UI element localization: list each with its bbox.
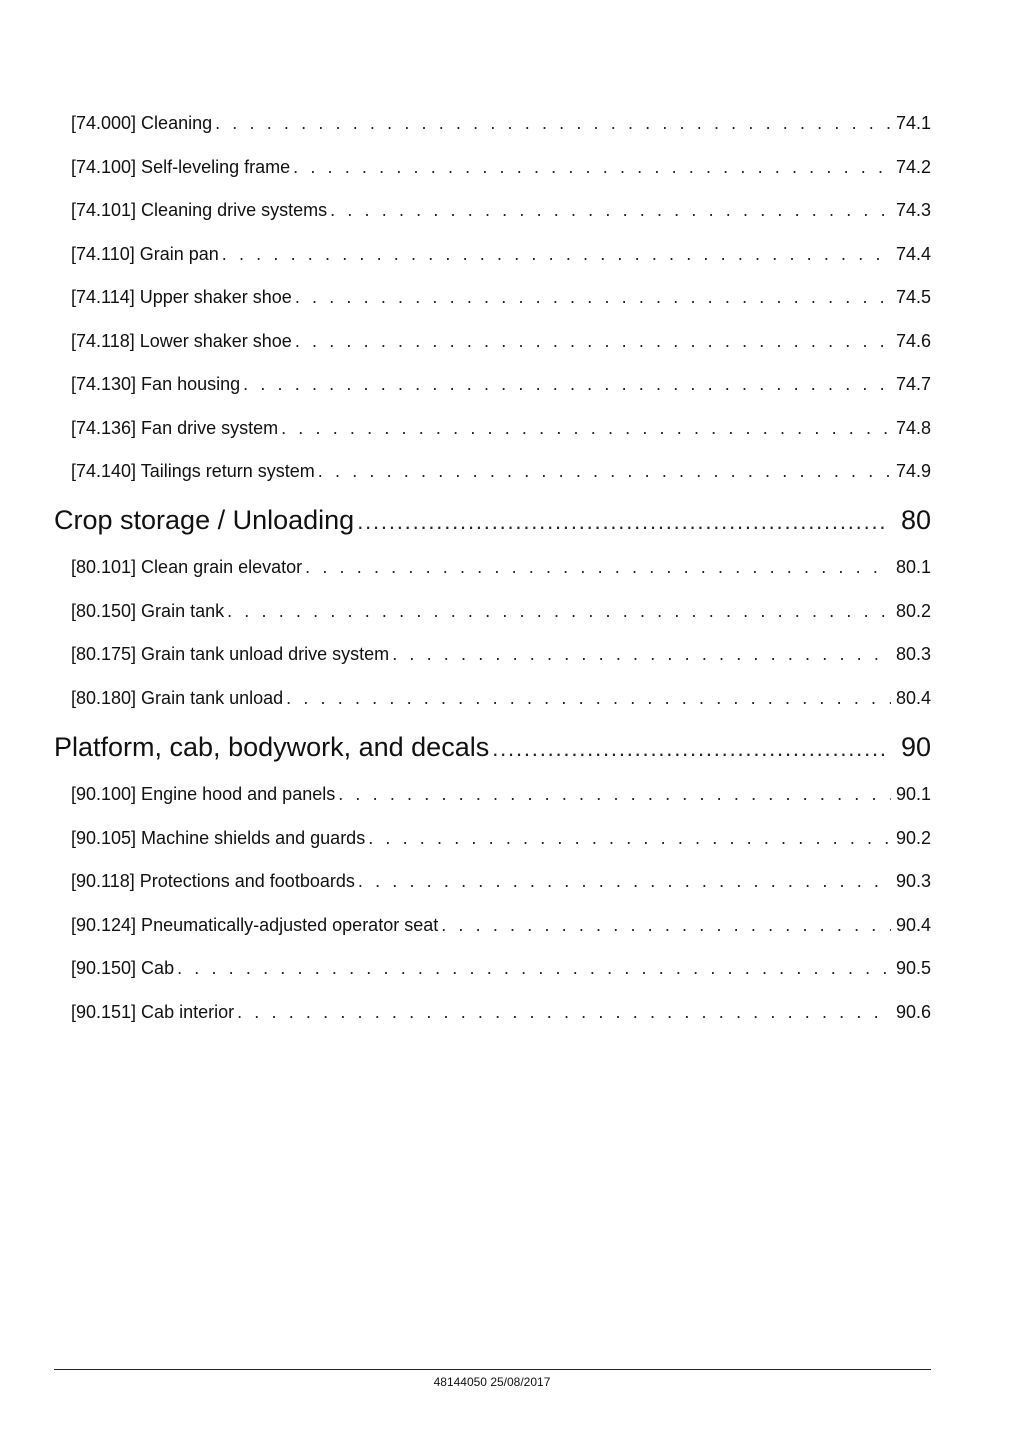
toc-entry-label: [74.110] Grain pan bbox=[71, 244, 219, 264]
toc-entry-page: 74.5 bbox=[895, 287, 931, 307]
toc-entry-page: 74.9 bbox=[895, 461, 931, 481]
toc-entry-74-000[interactable] bbox=[71, 113, 931, 137]
dot-leader bbox=[330, 200, 891, 221]
toc-entry-page: 90.4 bbox=[895, 915, 931, 935]
toc-entry-label: [90.105] Machine shields and guards bbox=[71, 828, 366, 848]
dot-leader bbox=[237, 1002, 891, 1023]
toc-entry-page: 90.5 bbox=[895, 958, 931, 978]
footer-document-code: 48144050 25/08/2017 bbox=[433, 1375, 551, 1389]
toc-section-label: Crop storage / Unloading bbox=[54, 505, 355, 535]
dot-leader bbox=[177, 958, 891, 979]
toc-entry-page: 90.6 bbox=[895, 1002, 931, 1022]
dot-leader bbox=[286, 688, 891, 709]
toc-entry-page: 74.3 bbox=[895, 200, 931, 220]
toc-entry-74-140[interactable] bbox=[71, 461, 931, 485]
toc-entry-80-150[interactable] bbox=[71, 601, 931, 625]
dot-leader bbox=[358, 871, 891, 892]
toc-entry-90-100[interactable] bbox=[71, 784, 931, 808]
toc-entry-label: [74.140] Tailings return system bbox=[71, 461, 315, 481]
toc-entry-74-110[interactable] bbox=[71, 244, 931, 268]
toc-section-80[interactable] bbox=[54, 505, 931, 539]
dot-leader bbox=[392, 644, 891, 665]
dot-leader bbox=[492, 736, 887, 762]
toc-entry-90-151[interactable] bbox=[71, 1002, 931, 1026]
toc-entry-label: [74.101] Cleaning drive systems bbox=[71, 200, 328, 220]
toc-entry-page: 80.4 bbox=[895, 688, 931, 708]
toc-section-page: 80 bbox=[900, 505, 931, 535]
toc-entry-page: 80.3 bbox=[895, 644, 931, 664]
dot-leader bbox=[318, 461, 891, 482]
toc-entry-page: 74.8 bbox=[895, 418, 931, 438]
toc-entry-label: [74.130] Fan housing bbox=[71, 374, 241, 394]
toc-entry-80-175[interactable] bbox=[71, 644, 931, 668]
dot-leader bbox=[215, 113, 891, 134]
toc-entry-74-118[interactable] bbox=[71, 331, 931, 355]
toc-entry-74-100[interactable] bbox=[71, 157, 931, 181]
toc-entry-label: [80.150] Grain tank bbox=[71, 601, 225, 621]
toc-entry-80-101[interactable] bbox=[71, 557, 931, 581]
toc-entry-page: 74.6 bbox=[895, 331, 931, 351]
toc-entry-label: [90.100] Engine hood and panels bbox=[71, 784, 336, 804]
toc-entry-74-101[interactable] bbox=[71, 200, 931, 224]
dot-leader bbox=[441, 915, 891, 936]
dot-leader bbox=[281, 418, 891, 439]
dot-leader bbox=[295, 287, 891, 308]
dot-leader bbox=[338, 784, 891, 805]
toc-entry-label: [90.151] Cab interior bbox=[71, 1002, 235, 1022]
dot-leader bbox=[222, 244, 891, 265]
toc-entry-label: [80.101] Clean grain elevator bbox=[71, 557, 303, 577]
toc-section-90[interactable] bbox=[54, 732, 931, 766]
toc-entry-label: [80.175] Grain tank unload drive system bbox=[71, 644, 390, 664]
toc-entry-90-150[interactable] bbox=[71, 958, 931, 982]
toc-entry-page: 90.3 bbox=[895, 871, 931, 891]
toc-entry-page: 90.1 bbox=[895, 784, 931, 804]
dot-leader bbox=[295, 331, 891, 352]
toc-entry-label: [90.124] Pneumatically-adjusted operator seat bbox=[71, 915, 439, 935]
footer-divider bbox=[54, 1369, 931, 1370]
toc-entry-90-118[interactable] bbox=[71, 871, 931, 895]
toc-entry-74-114[interactable] bbox=[71, 287, 931, 311]
toc-entry-label: [74.114] Upper shaker shoe bbox=[71, 287, 292, 307]
toc-entry-label: [80.180] Grain tank unload bbox=[71, 688, 284, 708]
toc-entry-74-136[interactable] bbox=[71, 418, 931, 442]
toc-entry-label: [90.118] Protections and footboards bbox=[71, 871, 355, 891]
toc-entry-page: 74.1 bbox=[895, 113, 931, 133]
toc-entry-90-124[interactable] bbox=[71, 915, 931, 939]
dot-leader bbox=[357, 509, 887, 535]
toc-entry-page: 74.7 bbox=[895, 374, 931, 394]
toc-entry-label: [74.118] Lower shaker shoe bbox=[71, 331, 292, 351]
toc-entry-page: 74.4 bbox=[895, 244, 931, 264]
toc-section-label: Platform, cab, bodywork, and decals bbox=[54, 732, 490, 762]
toc-entry-90-105[interactable] bbox=[71, 828, 931, 852]
toc-entry-80-180[interactable] bbox=[71, 688, 931, 712]
dot-leader bbox=[368, 828, 891, 849]
dot-leader bbox=[305, 557, 891, 578]
toc-entry-page: 80.1 bbox=[895, 557, 931, 577]
dot-leader bbox=[227, 601, 891, 622]
dot-leader bbox=[243, 374, 891, 395]
toc-entry-74-130[interactable] bbox=[71, 374, 931, 398]
toc-entry-label: [74.100] Self-leveling frame bbox=[71, 157, 291, 177]
toc-entry-label: [74.136] Fan drive system bbox=[71, 418, 279, 438]
toc-entry-page: 74.2 bbox=[895, 157, 931, 177]
dot-leader bbox=[293, 157, 891, 178]
toc-entry-page: 90.2 bbox=[895, 828, 931, 848]
toc-entry-label: [74.000] Cleaning bbox=[71, 113, 213, 133]
toc-entry-label: [90.150] Cab bbox=[71, 958, 175, 978]
toc-entry-page: 80.2 bbox=[895, 601, 931, 621]
toc-section-page: 90 bbox=[900, 732, 931, 762]
